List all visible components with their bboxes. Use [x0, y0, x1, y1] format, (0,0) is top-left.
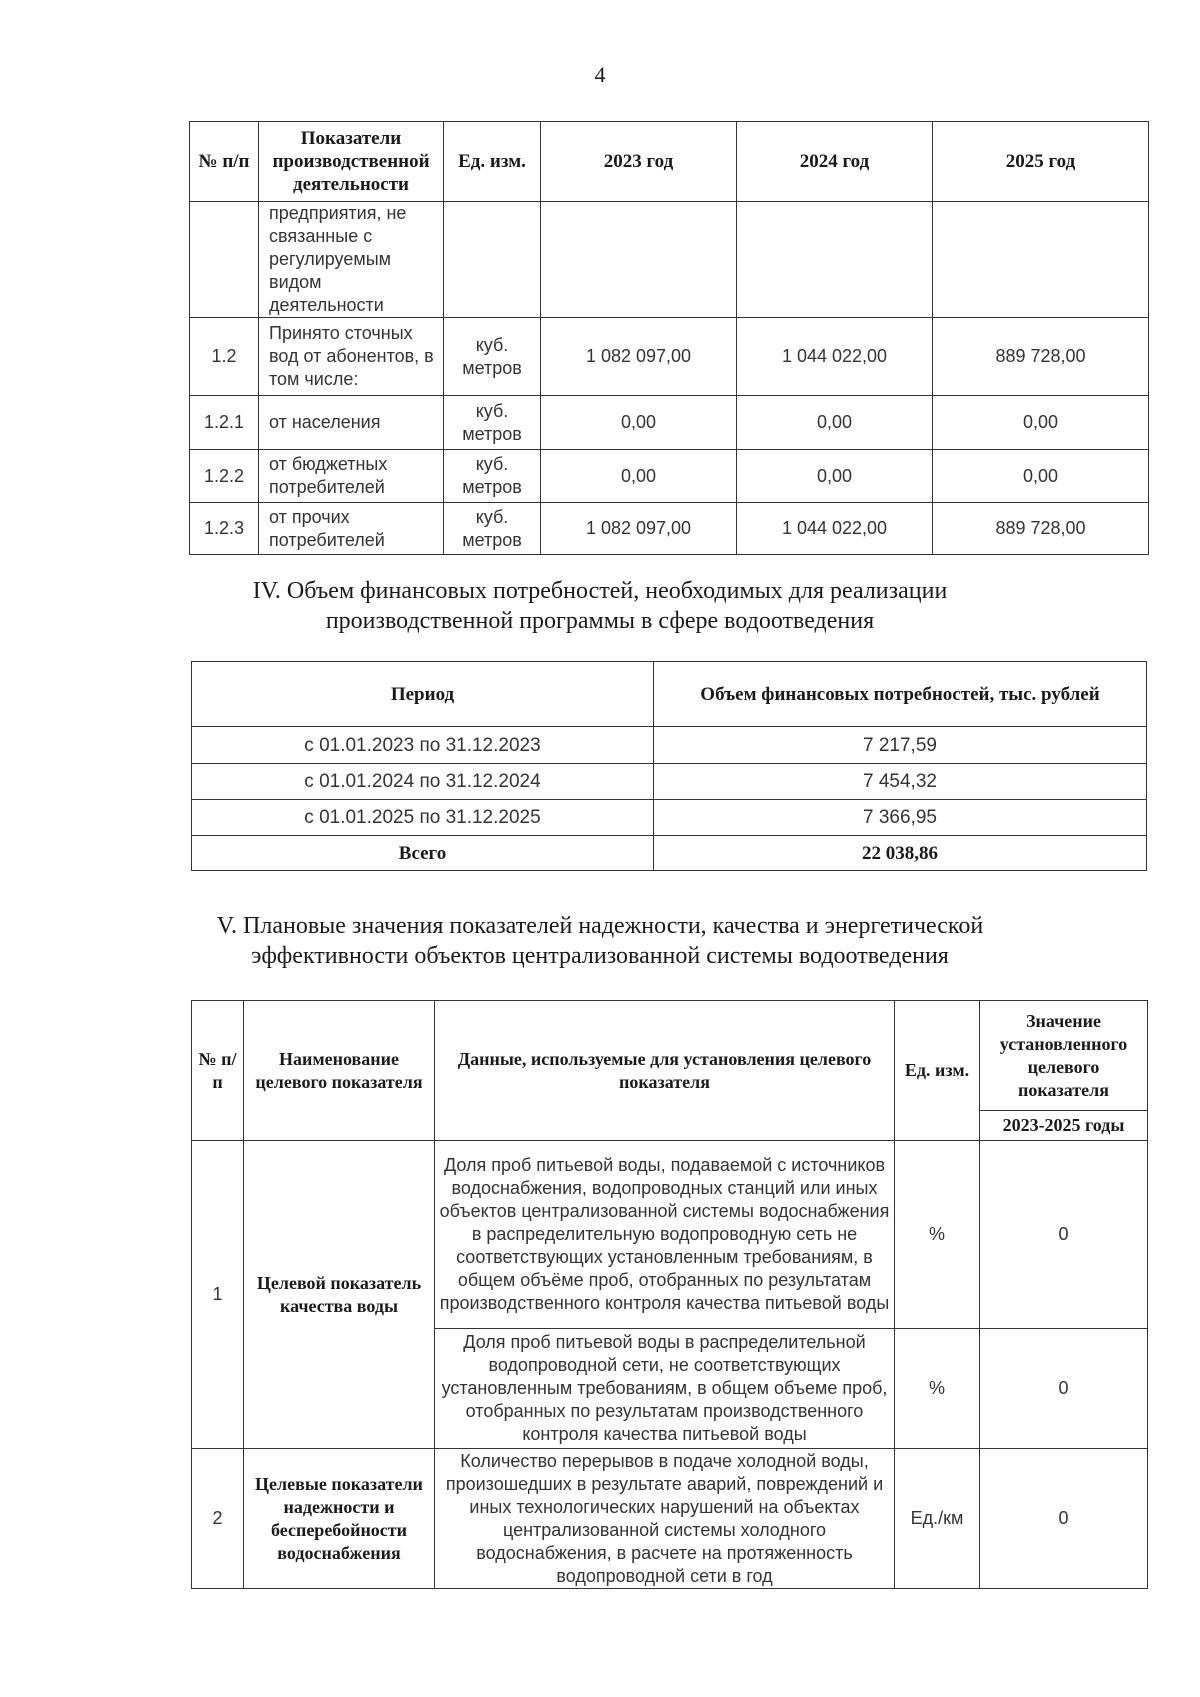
- row-num: [190, 202, 259, 318]
- table-header-row: [192, 1001, 1148, 1111]
- row-2024: 1 044 022,00: [737, 503, 933, 555]
- header-value: Значение установленного целевого показателя: [980, 1001, 1148, 1111]
- header-years: 2023-2025 годы: [980, 1111, 1148, 1141]
- header-num: № п/п: [192, 1001, 244, 1141]
- row-indicator: от населения: [259, 396, 444, 450]
- row-2025: 0,00: [933, 450, 1149, 503]
- section-4-title: [0, 576, 1200, 636]
- table-row: [192, 1449, 1148, 1589]
- item-unit: %: [895, 1141, 980, 1329]
- table-row: [192, 764, 1147, 800]
- financial-needs-table: [191, 661, 1147, 871]
- table-row: [190, 318, 1149, 396]
- header-unit: Ед. изм.: [895, 1001, 980, 1141]
- row-volume: 7 366,95: [654, 800, 1147, 836]
- row-unit: куб. метров: [444, 396, 541, 450]
- header-2023: 2023 год: [541, 122, 737, 202]
- item-data: Количество перерывов в подаче холодной воды, произошедших в результате аварий, повреждений и иных технологических нарушений на объектах централизованной системы холодного водоснабжения, в расчете на протяженность водопроводной сети в год: [435, 1449, 895, 1589]
- row-2023: [541, 202, 737, 318]
- row-num: 1.2.2: [190, 450, 259, 503]
- header-2024: 2024 год: [737, 122, 933, 202]
- item-unit: Ед./км: [895, 1449, 980, 1589]
- row-period: с 01.01.2024 по 31.12.2024: [192, 764, 654, 800]
- item-value: 0: [980, 1449, 1148, 1589]
- row-unit: куб. метров: [444, 450, 541, 503]
- header-volume: Объем финансовых потребностей, тыс. рублей: [654, 662, 1147, 727]
- row-2023: 1 082 097,00: [541, 318, 737, 396]
- row-unit: куб. метров: [444, 503, 541, 555]
- row-indicator: Принято сточных вод от абонентов, в том числе:: [259, 318, 444, 396]
- row-period: с 01.01.2025 по 31.12.2025: [192, 800, 654, 836]
- group-name: Целевые показатели надежности и бесперебойности водоснабжения: [244, 1449, 435, 1589]
- row-2025: 0,00: [933, 396, 1149, 450]
- group-num: 1: [192, 1141, 244, 1449]
- row-num: 1.2: [190, 318, 259, 396]
- section-4-title-line1: IV. Объем финансовых потребностей, необходимых для реализации: [252, 578, 948, 604]
- table-row: [190, 202, 1149, 318]
- table-header-row: [190, 122, 1149, 202]
- group-name: Целевой показатель качества воды: [244, 1141, 435, 1449]
- total-label: Всего: [192, 836, 654, 871]
- row-2024: 1 044 022,00: [737, 318, 933, 396]
- item-data: Доля проб питьевой воды, подаваемой с источников водоснабжения, водопроводных станций или иных объектов централизованной системы водоснабжения в распределительную водопроводную сеть не соответствующих установленным требованиям, в общем объёме проб, отобранных по результатам производственного контроля качества питьевой воды: [435, 1141, 895, 1329]
- row-2024: 0,00: [737, 396, 933, 450]
- row-2025: 889 728,00: [933, 503, 1149, 555]
- header-unit: Ед. изм.: [444, 122, 541, 202]
- row-volume: 7 217,59: [654, 727, 1147, 764]
- table-row: [190, 503, 1149, 555]
- row-indicator: от прочих потребителей: [259, 503, 444, 555]
- table-header-row: [192, 662, 1147, 727]
- section-5-title: [0, 911, 1200, 971]
- row-2024: [737, 202, 933, 318]
- section-5-title-line1: V. Плановые значения показателей надежности, качества и энергетической: [216, 913, 984, 939]
- row-indicator: от бюджетных потребителей: [259, 450, 444, 503]
- row-2025: 889 728,00: [933, 318, 1149, 396]
- table-row: [192, 800, 1147, 836]
- row-2024: 0,00: [737, 450, 933, 503]
- row-2025: [933, 202, 1149, 318]
- row-volume: 7 454,32: [654, 764, 1147, 800]
- page-number: 4: [594, 62, 606, 87]
- row-2023: 1 082 097,00: [541, 503, 737, 555]
- row-unit: [444, 202, 541, 318]
- section-5-title-line2: эффективности объектов централизованной системы водоотведения: [251, 943, 949, 969]
- row-num: 1.2.1: [190, 396, 259, 450]
- table-row: [190, 396, 1149, 450]
- row-2023: 0,00: [541, 396, 737, 450]
- row-unit: куб. метров: [444, 318, 541, 396]
- header-period: Период: [192, 662, 654, 727]
- item-data: Доля проб питьевой воды в распределительной водопроводной сети, не соответствующих установленным требованиям, в общем объеме проб, отобранных по результатам производственного контроля качества питьевой воды: [435, 1329, 895, 1449]
- group-num: 2: [192, 1449, 244, 1589]
- total-value: 22 038,86: [654, 836, 1147, 871]
- header-num: № п/п: [190, 122, 259, 202]
- table-row: [192, 727, 1147, 764]
- header-2025: 2025 год: [933, 122, 1149, 202]
- target-indicators-table: [191, 1000, 1148, 1589]
- row-num: 1.2.3: [190, 503, 259, 555]
- item-unit: %: [895, 1329, 980, 1449]
- item-value: 0: [980, 1141, 1148, 1329]
- production-indicators-table: [189, 121, 1149, 555]
- header-name: Наименование целевого показателя: [244, 1001, 435, 1141]
- header-data: Данные, используемые для установления целевого показателя: [435, 1001, 895, 1141]
- table-row: [190, 450, 1149, 503]
- header-indicator: Показатели производственной деятельности: [259, 122, 444, 202]
- section-4-title-line2: производственной программы в сфере водоотведения: [325, 608, 875, 634]
- table-row: [192, 1141, 1148, 1329]
- total-row: [192, 836, 1147, 871]
- row-2023: 0,00: [541, 450, 737, 503]
- row-period: с 01.01.2023 по 31.12.2023: [192, 727, 654, 764]
- item-value: 0: [980, 1329, 1148, 1449]
- row-indicator: предприятия, не связанные с регулируемым видом деятельности: [259, 202, 444, 318]
